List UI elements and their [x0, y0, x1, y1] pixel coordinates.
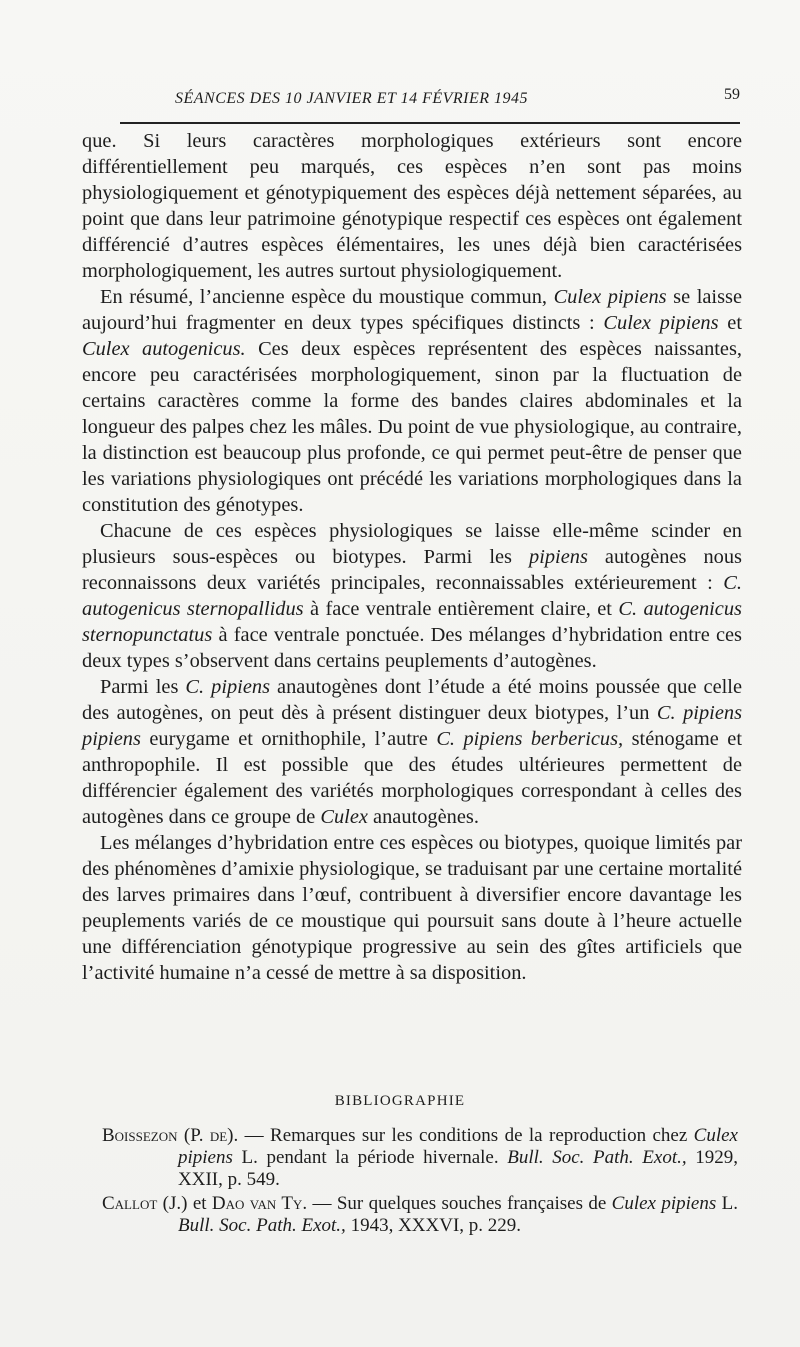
- text-run: 1943, XXXVI, p. 229.: [345, 1215, 522, 1236]
- italic-text: Culex pipiens: [178, 1125, 738, 1168]
- italic-text: C. autogenicus sternopunctatus: [82, 598, 742, 646]
- italic-text: Culex pipiens: [603, 312, 719, 334]
- text-run: . — Sur quelques souches françaises de: [302, 1193, 612, 1214]
- paragraph: [82, 284, 742, 518]
- text-run: à face ventrale ponctuée. Des mélanges d’hybridation entre ces deux types s’observent dans certains peuplements d’autogènes.: [82, 624, 742, 672]
- paragraph: [82, 518, 742, 674]
- text-run: En résumé, l’ancienne espèce du moustique commun,: [100, 286, 554, 308]
- italic-text: Culex pipiens: [611, 1193, 717, 1214]
- author-name: Callot: [102, 1193, 158, 1214]
- text-run: Parmi les: [100, 676, 186, 698]
- text-run: 1929, XXII, p. 549.: [178, 1147, 738, 1190]
- bibliography-entry: [102, 1193, 738, 1237]
- paragraph: [82, 128, 742, 284]
- text-run: sténogame et anthropophile. Il est possible que des études ultérieures permettent de différencier également des variétés morphologiques correspondant à celles des autogènes dans ce groupe de: [82, 728, 742, 828]
- header-rule: [120, 122, 740, 124]
- text-run: eurygame et ornithophile, l’autre: [140, 728, 437, 750]
- italic-text: Culex pipiens: [553, 286, 667, 308]
- text-run: anautogènes dont l’étude a été moins poussée que celle des autogènes, on peut dès à présent distinguer deux biotypes, l’un: [82, 676, 742, 724]
- text-run: . — Remarques sur les conditions de la reproduction chez: [233, 1125, 694, 1146]
- text-run: Chacune de ces espèces physiologiques se laisse elle-même scinder en plusieurs sous-espèces ou biotypes. Parmi les: [82, 520, 742, 568]
- running-title: SÉANCES DES 10 JANVIER ET 14 FÉVRIER 1945: [175, 90, 529, 107]
- paragraph: [82, 674, 742, 830]
- text-run: autogènes nous reconnaissons deux variétés principales, reconnaissables extérieurement :: [82, 546, 742, 594]
- italic-text: Culex autogenicus.: [82, 338, 246, 360]
- italic-text: C. pipiens berbericus,: [436, 728, 624, 750]
- page-header: [120, 84, 740, 112]
- body-text: [82, 128, 742, 986]
- italic-text: Culex: [320, 806, 368, 828]
- italic-text: Bull. Soc. Path. Exot.,: [178, 1215, 346, 1236]
- text-run: Les mélanges d’hybridation entre ces espèces ou biotypes, quoique limités par des phénomènes d’amixie physiologique, se traduisant par une certaine mortalité des larves primaires dans l’œuf, contribuent à diversifier encore davantage les peuplements variés de ce moustique qui poursuit sans doute à l’heure actuelle une différenciation génotypique progressive au sein des gîtes artificiels que l’activité humaine n’a cessé de mettre à sa disposition.: [82, 832, 742, 984]
- author-name: Boissezon (P. de): [102, 1125, 234, 1146]
- paragraph: [82, 830, 742, 986]
- italic-text: Bull. Soc. Path. Exot.,: [507, 1147, 687, 1168]
- text-run: et: [718, 312, 742, 334]
- italic-text: C. pipiens pipiens: [82, 702, 742, 750]
- bibliography-list: [102, 1125, 738, 1239]
- italic-text: pipiens: [529, 546, 588, 568]
- text-run: à face ventrale entièrement claire, et: [303, 598, 619, 620]
- italic-text: C. pipiens: [185, 676, 271, 698]
- text-run: L. pendant la période hivernale.: [232, 1147, 508, 1168]
- text-run: (J.) et: [157, 1193, 212, 1214]
- text-run: Ces deux espèces représentent des espèces naissantes, encore peu caractérisées morphologiquement, sinon par la fluctuation de certains caractères comme la forme des bandes claires abdominales et la longueur des palpes chez les mâles. Du point de vue physiologique, au contraire, la distinction est beaucoup plus profonde, ce qui permet peut-être de penser que les variations physiologiques ont précédé les variations morphologiques dans la constitution des génotypes.: [82, 338, 743, 516]
- page-number: 59: [724, 86, 740, 103]
- bibliography-entry: [102, 1125, 738, 1191]
- text-run: anautogènes.: [367, 806, 479, 828]
- text-run: que. Si leurs caractères morphologiques extérieurs sont encore différentiellement peu marqués, ces espèces n’en sont pas moins physiologiquement et génotypiquement des espèces déjà nettement séparées, au point que dans leur patrimoine génotypique respectif ces espèces ont également différencié d’autres espèces élémentaires, les unes déjà bien caractérisées morphologiquement, les autres surtout physiologiquement.: [82, 130, 742, 282]
- text-run: se laisse aujourd’hui fragmenter en deux types spécifiques distincts :: [82, 286, 743, 334]
- author-name: Dao van Ty: [211, 1193, 303, 1214]
- bibliography-title: BIBLIOGRAPHIE: [334, 1093, 466, 1109]
- text-run: L.: [716, 1193, 738, 1214]
- italic-text: C. autogenicus sternopallidus: [82, 572, 742, 620]
